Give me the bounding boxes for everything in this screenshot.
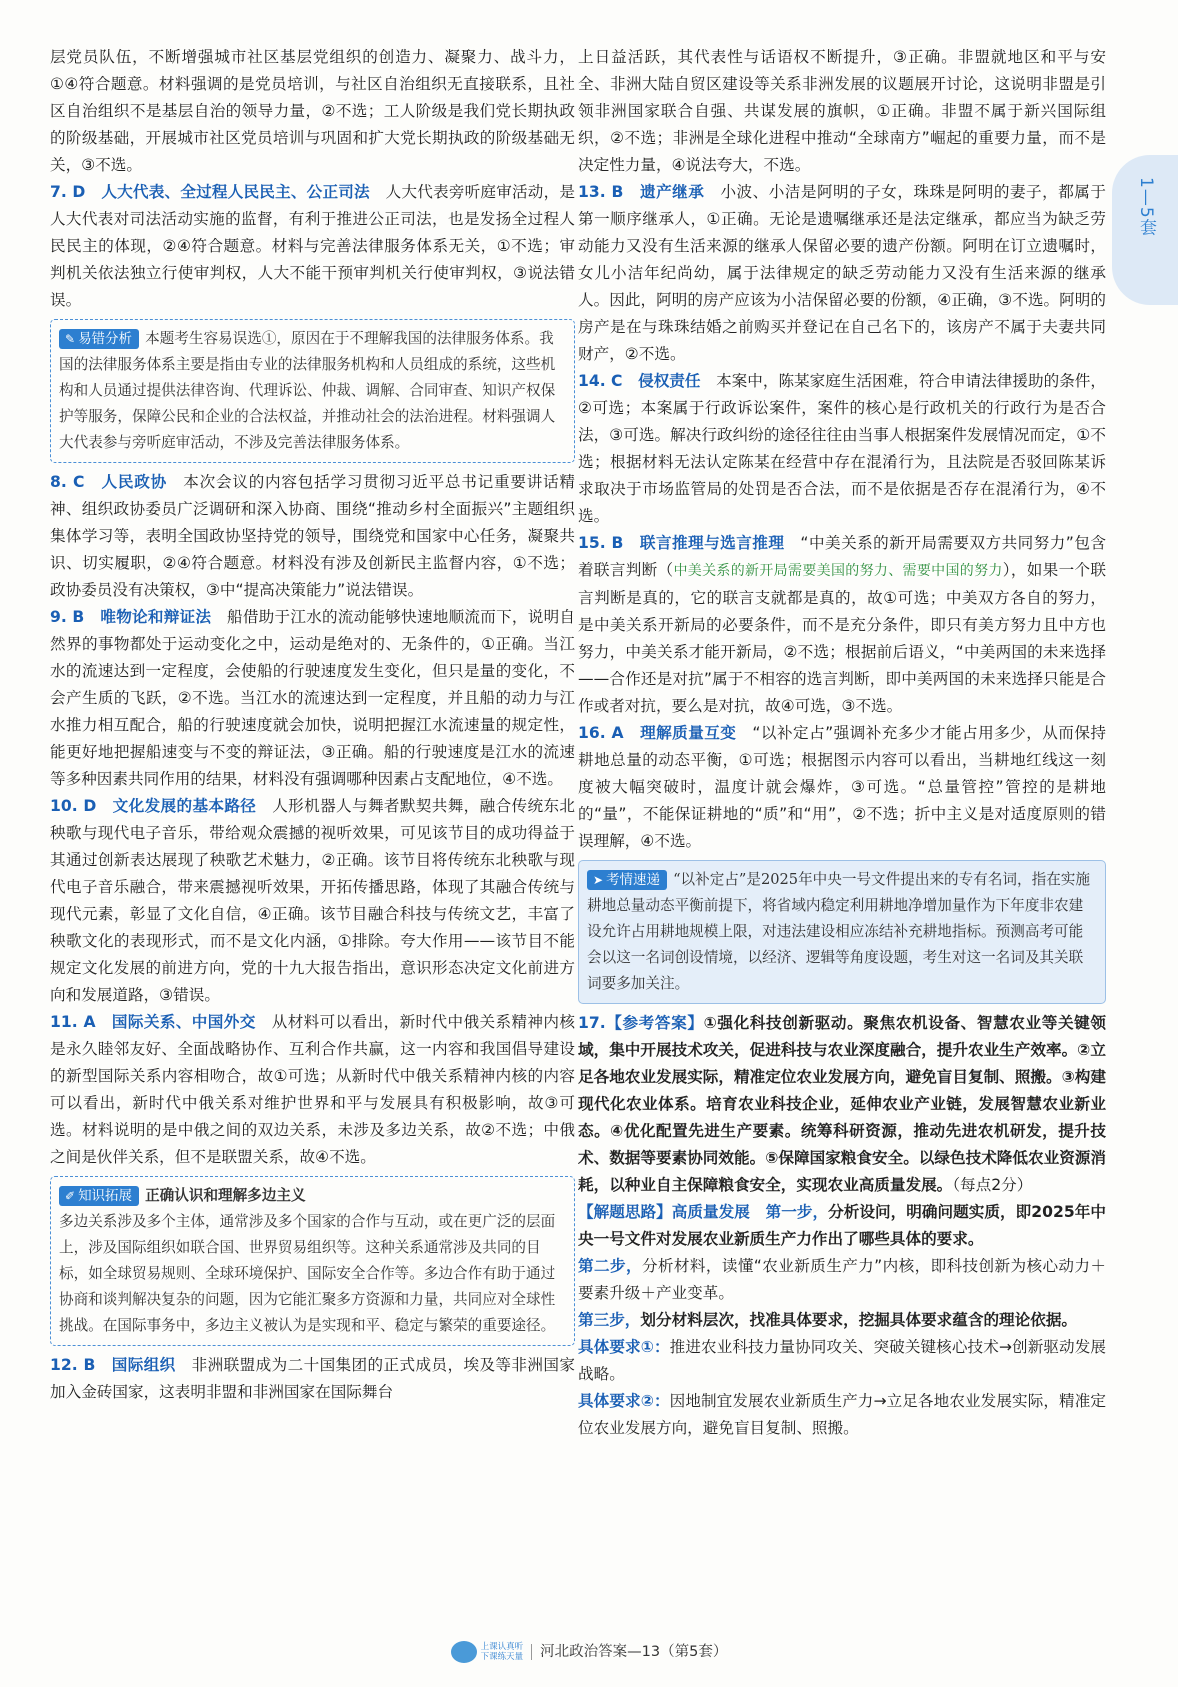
requirement-2-text: 因地制宜发展农业新质生产力→立足各地农业发展实际，精准定位农业发展方向，避免盲目复制、照搬。 [578,1392,1106,1437]
answer-13-head: 13. B 遗产继承 [578,183,705,201]
left-column [50,44,575,1406]
handwritten-note: 中美关系的新开局需要美国的努力、需要中国的努力 [673,563,1003,579]
send-icon: ➤ [593,873,604,887]
step3 [578,1307,1106,1334]
requirement-1-label: 具体要求①： [578,1338,670,1356]
answer-9-head: 9. B 唯物论和辩证法 [50,608,212,626]
solution-thinking-tag: 【解题思路】 [578,1203,672,1221]
page-label: 河北政治答案—13（第5套） [540,1644,728,1660]
step2-text: 分析材料，读懂“农业新质生产力”内核，即科技创新为核心动力＋要素升级＋产业变革。 [578,1257,1106,1302]
step3-label: 第三步， [578,1311,641,1329]
page-footer [0,1640,1178,1668]
requirement-1-text: 推进农业科技力量协同攻关、突破关键核心技术→创新驱动发展战略。 [578,1338,1106,1383]
step1-label: 第一步， [765,1203,829,1221]
answer-7 [50,179,575,314]
answer-17-head: 17.【参考答案】 [578,1014,704,1032]
requirement-1 [578,1334,1106,1388]
knowledge-extension-tag [59,1186,139,1206]
step2-label: 第二步， [578,1257,642,1275]
answer-16-text: “以补定占”强调补充多少才能占用多少，从而保持耕地总量的动态平衡，①可选；根据图示内容可以看出，当耕地红线这一刻度被大幅突破时，温度计就会爆炸，③可选。“总量管控”管控的是耕地的“量”，不能保证耕地的“质”和“用”，②不选；折中主义是对适度原则的错误理解，④不选。 [578,724,1106,850]
answer-14-text: 本案中，陈某家庭生活困难，符合申请法律援助的条件，②可选；本案属于行政诉讼案件，案件的核心是行政机关的行政行为是否合法，③可选。解决行政纠纷的途径往往由当事人根据案件发展情况而定，①不选；根据材料无法认定陈某在经营中存在混淆行为，且法院是否驳回陈某诉求取决于市场监管局的处罚是否合法，而不是依据是否存在混淆行为，④不选。 [578,372,1106,525]
step1-text: 分析设问，明确问题实质，即2025年中央一号文件对发展农业新质生产力作出了哪些具体的要求。 [578,1203,1106,1248]
error-analysis-tag-label: 易错分析 [78,331,133,347]
answer-12 [50,1352,575,1406]
answer-15-text-b: ），如果一个联言判断是真的，它的联言支就都是真的，故①可选；中美双方各自的努力，是中美关系开新局的必要条件，而不是充分条件，即只有美方努力且中方也努力，中美关系才能开新局，②不选；根据前后语义，“中美两国的未来选择——合作还是对抗”属于不相容的选言判断，即中美两国的未来选择只能是合作或者对抗，要么是对抗，故④可选，③不选。 [578,561,1107,715]
solution-thinking [578,1199,1106,1253]
exam-trend-tag [587,870,667,890]
answer-9 [50,604,575,793]
answer-16-head: 16. A 理解质量互变 [578,724,737,742]
knowledge-extension-tag-label: 知识拓展 [78,1188,133,1204]
answer-16 [578,720,1106,855]
knowledge-extension-box [50,1176,575,1346]
answer-11-head: 11. A 国际关系、中国外交 [50,1013,256,1031]
answer-14-head: 14. C 侵权责任 [578,372,701,390]
error-analysis-tag [59,329,139,349]
answer-10-text: 人形机器人与舞者默契共舞，融合传统东北秧歌与现代电子音乐，带给观众震撼的视听效果，可见该节目的成功得益于其通过创新表达展现了秧歌艺术魅力，②正确。该节目将传统东北秧歌与现代电子音乐融合，带来震撼视听效果，开拓传播思路，体现了其融合传统与现代元素，彰显了文化自信，④正确。该节目融合科技与传统文艺，丰富了秧歌文化的表现形式，而不是文化内涵，①排除。夸大作用——该节目不能规定文化发展的前进方向，党的十九大报告指出，意识形态决定文化前进方向和发展道路，③错误。 [50,797,575,1004]
answer-15-text-a: “中美关系的新开局需要双方共同努力”包含着联言判断（ [578,534,1106,579]
answer-17-text: ①强化科技创新驱动。聚焦农机设备、智慧农业等关键领域，集中开展技术攻关，促进科技与农业深度融合，提升农业生产效率。②立足各地农业发展实际，精准定位农业发展方向，避免盲目复制、照搬。③构建现代化农业体系。培育农业科技企业，延伸农业产业链，发展智慧农业新业态。④优化配置先进生产要素。统筹科研资源，推动先进农机研发，提升技术、数据等要素协同效能。⑤保障国家粮食安全。以绿色技术降低农业资源消耗，以种业自主保障粮食安全，实现农业高质量发展。 [578,1014,1106,1194]
step3-text: 划分材料层次，找准具体要求，挖掘具体要求蕴含的理论依据。 [640,1311,1078,1329]
answer-10 [50,793,575,1009]
brand-slogan [481,1642,524,1662]
side-section-tab [1112,155,1178,305]
answer-7-text: 人大代表旁听庭审活动，是人大代表对司法活动实施的监督，有利于推进公正司法，也是发扬全过程人民民主的体现，②④符合题意。材料与完善法律服务体系无关，①不选；审判机关依法独立行使审判权，人大不能干预审判机关行使审判权，③说法错误。 [50,183,575,309]
answer-14 [578,368,1106,530]
exam-trend-text: “以补定占”是2025年中央一号文件提出来的专有名词，指在实施耕地总量动态平衡前提下，将省域内稳定利用耕地净增加量作为下年度非农建设允许占用耕地规模上限，对违法建设相应冻结补充耕地指标。预测高考可能会以这一名词创设情境，以经济、逻辑等角度设题，考生对这一名词及其关联词要多加关注。 [587,871,1090,992]
note-icon: ✎ [65,332,76,346]
answer-7-head: 7. D 人大代表、全过程人民民主、公正司法 [50,183,370,201]
answer-17-score: （每点2分） [952,1176,1033,1194]
requirement-2 [578,1388,1106,1442]
exam-trend-box [578,860,1106,1004]
exam-trend-tag-label: 考情速递 [606,872,661,888]
answer-13 [578,179,1106,368]
answer-17 [578,1010,1106,1199]
answer-12-text: 非洲联盟成为二十国集团的正式成员，埃及等非洲国家加入金砖国家，这表明非盟和非洲国家在国际舞台 [50,1356,575,1401]
step2 [578,1253,1106,1307]
brand-logo-icon [451,1641,477,1663]
answer-15 [578,530,1106,720]
paragraph-continued-right: 上日益活跃，其代表性与话语权不断提升，③正确。非盟就地区和平与安全、非洲大陆自贸区建设等关系非洲发展的议题展开讨论，这说明非盟是引领非洲国家联合自强、共谋发展的旗帜，①正确。非盟不属于新兴国际组织，②不选；非洲是全球化进程中推动“全球南方”崛起的重要力量，而不是决定性力量，④说法夸大，不选。 [578,48,1106,174]
answer-9-text: 船借助于江水的流动能够快速地顺流而下，说明自然界的事物都处于运动变化之中，运动是绝对的、无条件的，①正确。当江水的流速达到一定程度，会使船的行驶速度发生变化，但只是量的变化，不会产生质的飞跃，②不选。当江水的流速达到一定程度，并且船的动力与江水推力相互配合，船的行驶速度就会加快，说明把握江水流速量的规定性，能更好地把握船速变与不变的辩证法，③正确。船的行驶速度是江水的流速等多种因素共同作用的结果，材料没有强调哪种因素占支配地位，④不选。 [50,608,575,788]
answer-10-head: 10. D 文化发展的基本路径 [50,797,257,815]
solution-thinking-topic: 高质量发展 [671,1203,750,1221]
paragraph-continued: 层党员队伍，不断增强城市社区基层党组织的创造力、凝聚力、战斗力，①④符合题意。材料强调的是党员培训，与社区自治组织无直接联系，且社区自治组织不是基层自治的领导力量，②不选；工人阶级是我们党长期执政的阶级基础，开展城市社区党员培训与巩固和扩大党长期执政的阶级基础无关，③不选。 [50,48,575,174]
answer-13-text: 小波、小洁是阿明的子女，珠珠是阿明的妻子，都属于第一顺序继承人，①正确。无论是遗嘱继承还是法定继承，都应当为缺乏劳动能力又没有生活来源的继承人保留必要的遗产份额。阿明在订立遗嘱时，女儿小洁年纪尚幼，属于法律规定的缺乏劳动能力又没有生活来源的继承人。因此，阿明的房产应该为小洁保留必要的份额，④正确，③不选。阿明的房产是在与珠珠结婚之前购买并登记在自己名下的，该房产不属于夫妻共同财产，②不选。 [578,183,1106,363]
answer-11-text: 从材料可以看出，新时代中俄关系精神内核是永久睦邻友好、全面战略协作、互利合作共赢，这一内容和我国倡导建设的新型国际关系内容相吻合，故①可选；从新时代中俄关系精神内核的内容可以看出，新时代中俄关系对维护世界和平与发展具有积极影响，故③可选。材料说明的是中俄之间的双边关系，未涉及多边关系，故②不选；中俄之间是伙伴关系，但不是联盟关系，故④不选。 [50,1013,575,1166]
answer-8-text: 本次会议的内容包括学习贯彻习近平总书记重要讲话精神、组织政协委员广泛调研和深入协商、围绕“推动乡村全面振兴”主题组织集体学习等，表明全国政协坚持党的领导，围绕党和国家中心任务，凝聚共识、切实履职，②④符合题意。材料没有涉及创新民主监督内容，①不选；政协委员没有决策权，③中“提高决策能力”说法错误。 [50,473,575,599]
knowledge-extension-text: 多边关系涉及多个主体，通常涉及多个国家的合作与互动，或在更广泛的层面上，涉及国际组织如联合国、世界贸易组织等。这种关系通常涉及共同的目标，如全球贸易规则、全球环境保护、国际安全合作等。多边合作有助于通过协商和谈判解决复杂的问题，因为它能汇聚多方资源和力量，共同应对全球性挑战。在国际事务中，多边主义被认为是实现和平、稳定与繁荣的重要途径。 [59,1213,556,1334]
brand-slogan-line-1: 上课认真听 [480,1642,524,1652]
error-analysis-box [50,319,575,463]
error-analysis-text: 本题考生容易误选①，原因在于不理解我国的法律服务体系。我国的法律服务体系主要是指由专业的法律服务机构和人员组成的系统，这些机构和人员通过提供法律咨询、代理诉讼、仲裁、调解、合同审查、知识产权保护等服务，保障公民和企业的合法权益，并推动社会的法治进程。材料强调人大代表参与旁听庭审活动，不涉及完善法律服务体系。 [59,330,556,451]
brand-slogan-line-2: 下课练天量 [480,1652,524,1662]
knowledge-extension-title: 正确认识和理解多边主义 [145,1187,306,1204]
answer-8-head: 8. C 人民政协 [50,473,167,491]
right-column [578,44,1106,1442]
answer-12-head: 12. B 国际组织 [50,1356,176,1374]
pencil-icon: ✐ [65,1189,76,1203]
requirement-2-label: 具体要求②： [578,1392,670,1410]
side-section-tab-label: 1—5套 [1136,177,1156,237]
answer-15-head: 15. B 联言推理与选言推理 [578,534,785,552]
answer-11 [50,1009,575,1171]
footer-divider [531,1644,532,1660]
answer-8 [50,469,575,604]
